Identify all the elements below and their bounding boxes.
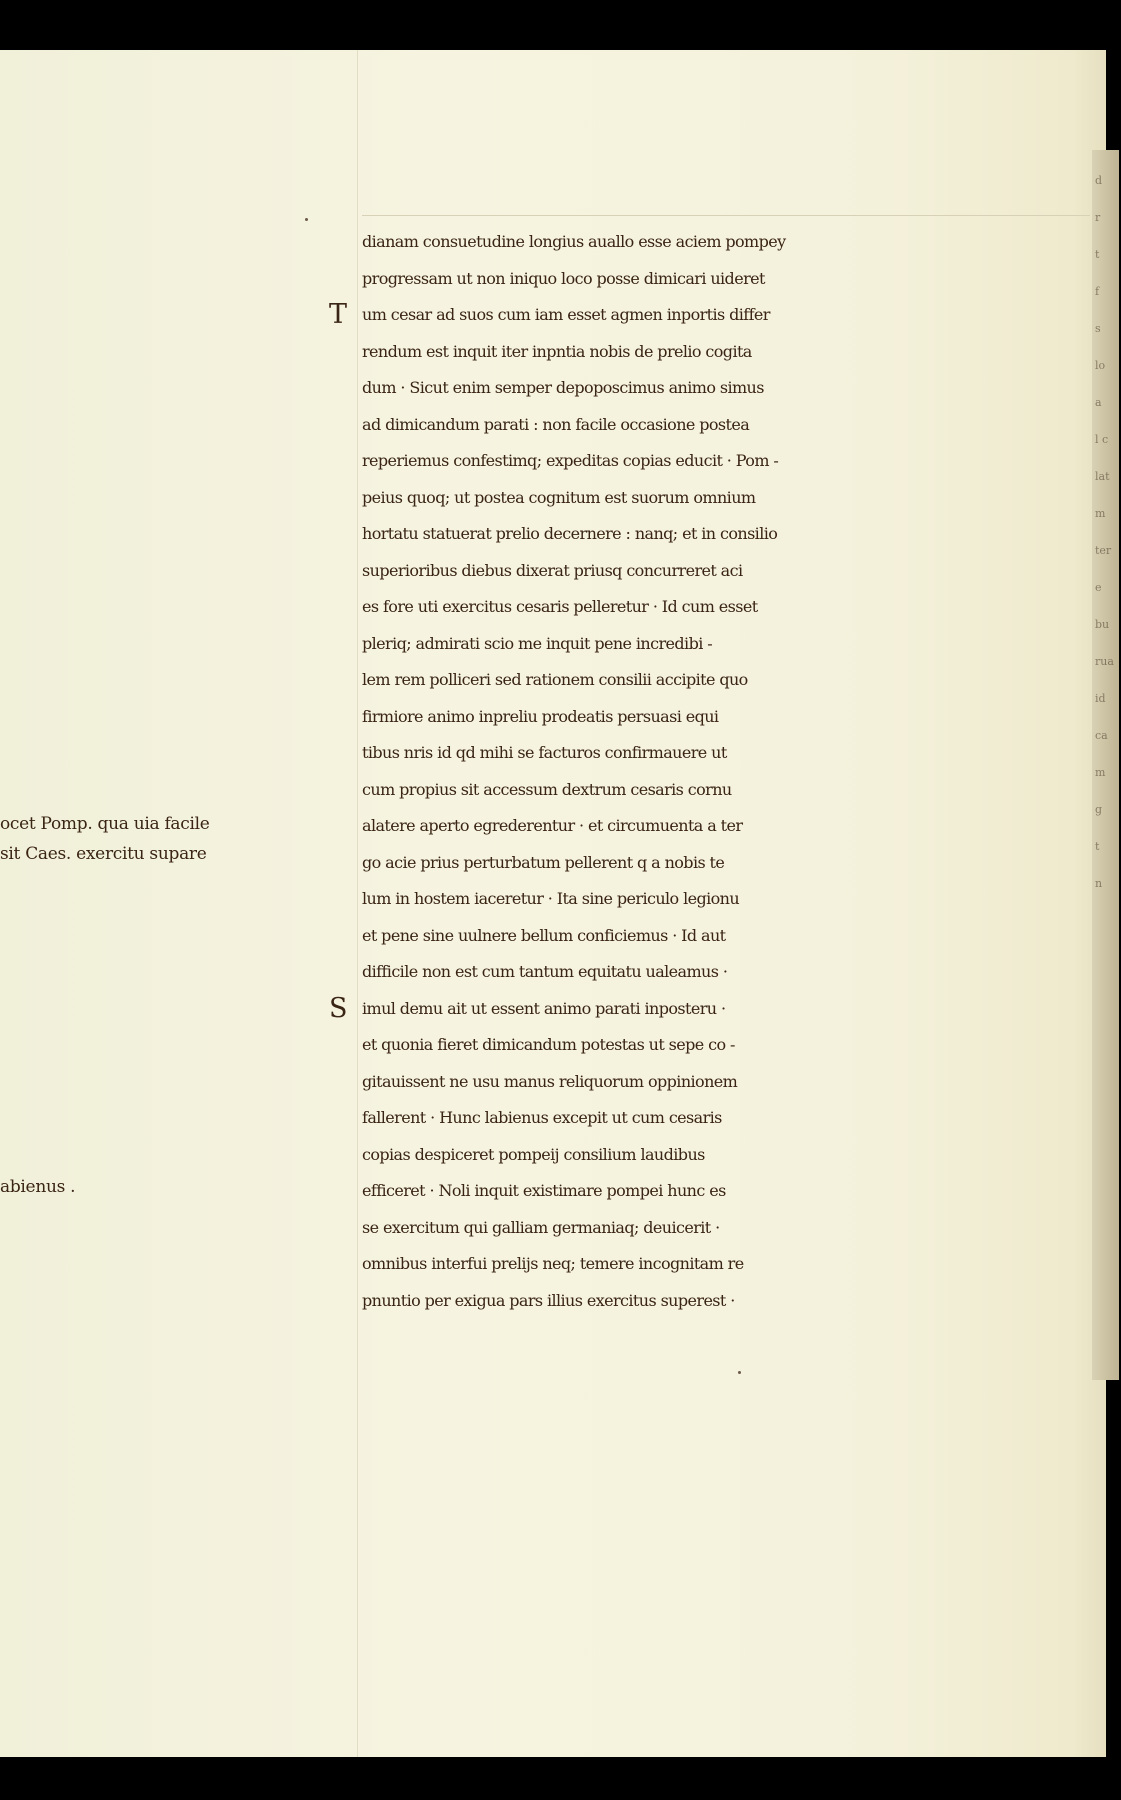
- line-text: imul demu ait ut essent animo parati inposteru ·: [362, 998, 726, 1018]
- top-ruling: [362, 215, 1090, 216]
- line-text: firmiore animo inpreliu prodeatis persuasi equi: [362, 706, 719, 726]
- line-text: lem rem polliceri sed rationem consilii accipite quo: [362, 670, 748, 689]
- text-line: [362, 1100, 1097, 1137]
- text-line: [362, 735, 1097, 772]
- prick-mark: [305, 218, 308, 221]
- margin-ruling: [357, 50, 358, 1757]
- text-line: [362, 662, 1097, 699]
- text-line: [362, 1064, 1097, 1101]
- line-text: tibus nris id qd mihi se facturos confirmauere ut: [362, 743, 727, 762]
- line-text: pnuntio per exigua pars illius exercitus superest ·: [362, 1290, 735, 1310]
- gutter-fragment: m: [1095, 507, 1106, 520]
- gutter-fragment: l c: [1095, 433, 1109, 446]
- text-line: [329, 297, 1097, 334]
- line-text: et pene sine uulnere bellum conficiemus · Id aut: [362, 925, 726, 945]
- gutter-fragment: bu: [1095, 618, 1110, 631]
- margin-note: abienus .: [0, 1177, 76, 1197]
- line-text: copias despiceret pompeij consilium laudibus: [362, 1144, 705, 1164]
- gutter-fragment: id: [1095, 692, 1106, 705]
- line-text: rendum est inquit iter inpntia nobis de prelio cogita: [362, 341, 752, 361]
- text-line: [362, 772, 1097, 809]
- text-line: [362, 845, 1097, 882]
- gutter-fragment: rua: [1095, 655, 1114, 668]
- gutter-fragment: lat: [1095, 470, 1110, 483]
- text-line: [362, 1027, 1097, 1064]
- text-line: [362, 407, 1097, 444]
- text-line: [362, 954, 1097, 991]
- text-line: [362, 261, 1097, 298]
- line-text: et quonia fieret dimicandum potestas ut sepe co -: [362, 1035, 735, 1054]
- text-line: [362, 699, 1097, 736]
- gutter-fragment: ca: [1095, 729, 1108, 742]
- initial-letter: S: [329, 992, 347, 1024]
- line-text: difficile non est cum tantum equitatu ualeamus ·: [362, 962, 728, 981]
- text-line: [362, 334, 1097, 371]
- line-text: dum · Sicut enim semper depoposcimus animo simus: [362, 378, 764, 397]
- line-text: efficeret · Noli inquit existimare pompei hunc es: [362, 1181, 726, 1200]
- line-text: ad dimicandum parati : non facile occasione postea: [362, 414, 750, 434]
- line-text: omnibus interfui prelijs neq; temere incognitam re: [362, 1254, 744, 1273]
- text-line: [362, 1137, 1097, 1174]
- text-line: [362, 589, 1097, 626]
- gutter-fragment: a: [1095, 396, 1102, 409]
- gutter-fragment: t: [1095, 248, 1100, 261]
- line-text: pleriq; admirati scio me inquit pene incredibi -: [362, 633, 713, 653]
- gutter-fragment: t: [1095, 840, 1100, 853]
- text-column: [329, 224, 1097, 1319]
- text-line: [362, 480, 1097, 517]
- text-line: [362, 918, 1097, 955]
- margin-note-line: sit Caes. exercitu supare: [0, 844, 207, 864]
- line-text: hortatu statuerat prelio decernere : nanq; et in consilio: [362, 524, 778, 543]
- gutter-fragment: e: [1095, 581, 1102, 594]
- gutter-fragment: r: [1095, 211, 1101, 224]
- line-text: peius quoq; ut postea cognitum est suorum omnium: [362, 487, 756, 507]
- line-text: es fore uti exercitus cesaris pelleretur · Id cum esset: [362, 597, 758, 616]
- text-line: [362, 370, 1097, 407]
- text-line: [329, 991, 1097, 1028]
- line-text: lum in hostem iaceretur · Ita sine periculo legionu: [362, 889, 740, 908]
- line-text: um cesar ad suos cum iam esset agmen inportis differ: [362, 305, 770, 324]
- text-line: [362, 881, 1097, 918]
- line-text: cum propius sit accessum dextrum cesaris cornu: [362, 779, 732, 799]
- gutter-fragment: m: [1095, 766, 1106, 779]
- margin-note-line: ocet Pomp. qua uia facile: [0, 814, 210, 834]
- line-text: alatere aperto egrederentur · et circumuenta a ter: [362, 816, 743, 835]
- gutter-fragment: ter: [1095, 544, 1112, 557]
- line-text: progressam ut non iniquo loco posse dimicari uideret: [362, 268, 765, 288]
- line-text: fallerent · Hunc labienus excepit ut cum cesaris: [362, 1108, 722, 1127]
- line-text: se exercitum qui galliam germaniaq; deuicerit ·: [362, 1217, 720, 1237]
- gutter-fragment: d: [1095, 174, 1103, 187]
- gutter-fragment: s: [1095, 322, 1101, 335]
- gutter-fragment: g: [1095, 803, 1103, 816]
- line-text: dianam consuetudine longius auallo esse aciem pompey: [362, 232, 786, 251]
- line-text: gitauissent ne usu manus reliquorum oppinionem: [362, 1071, 738, 1091]
- text-line: [362, 808, 1097, 845]
- ink-dot: [738, 1371, 741, 1374]
- text-line: [362, 1173, 1097, 1210]
- text-line: [362, 626, 1097, 663]
- gutter-fragment: lo: [1095, 359, 1106, 372]
- line-text: go acie prius perturbatum pellerent q a nobis te: [362, 852, 725, 872]
- initial-letter: T: [329, 299, 347, 330]
- text-line: [362, 553, 1097, 590]
- text-line: [362, 516, 1097, 553]
- text-line: [362, 443, 1097, 480]
- line-text: superioribus diebus dixerat priusq concurreret aci: [362, 560, 743, 580]
- text-line: [362, 1283, 1097, 1320]
- line-text: reperiemus confestimq; expeditas copias educit · Pom -: [362, 451, 779, 470]
- text-line: [362, 1210, 1097, 1247]
- gutter-fragment: n: [1095, 877, 1103, 890]
- text-line: [362, 1246, 1097, 1283]
- text-line: [362, 224, 1097, 261]
- gutter-fragment: f: [1095, 285, 1100, 298]
